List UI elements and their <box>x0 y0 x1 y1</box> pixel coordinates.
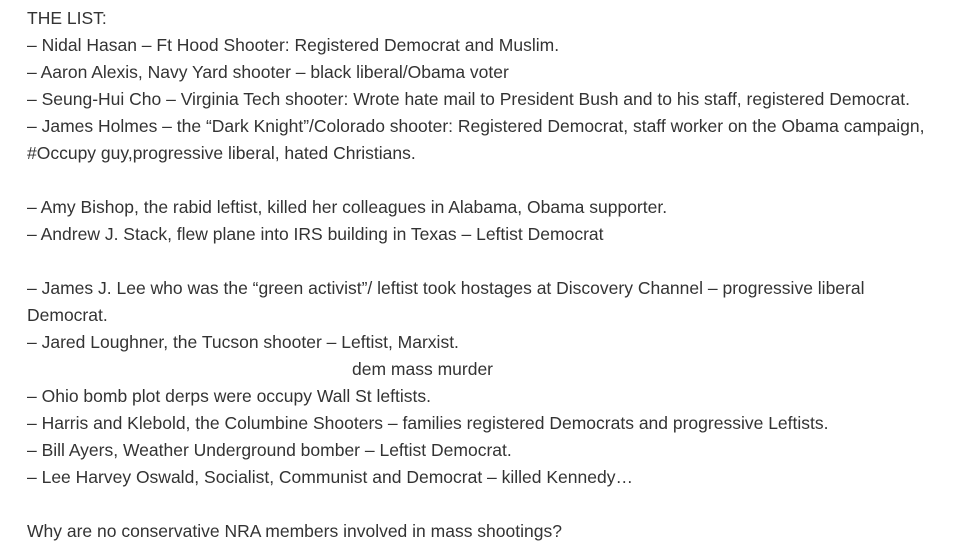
list-item: – James Holmes – the “Dark Knight”/Colorado shooter: Registered Democrat, staff worker on the Obama campaign, <box>27 116 925 136</box>
document-body <box>27 5 957 545</box>
list-item: – Nidal Hasan – Ft Hood Shooter: Registered Democrat and Muslim. <box>27 35 560 55</box>
list-item: – Seung-Hui Cho – Virginia Tech shooter: Wrote hate mail to President Bush and to his staff, registered Democrat. <box>27 89 910 109</box>
list-item: – Bill Ayers, Weather Underground bomber – Leftist Democrat. <box>27 440 512 460</box>
image-caption: dem mass murder <box>352 359 494 379</box>
list-item: – Aaron Alexis, Navy Yard shooter – black liberal/Obama voter <box>27 62 509 82</box>
list-item: – Ohio bomb plot derps were occupy Wall St leftists. <box>27 386 431 406</box>
list-heading: THE LIST: <box>27 8 107 28</box>
list-item: – James J. Lee who was the “green activist”/ leftist took hostages at Discovery Channel – progressive liberal <box>27 278 865 298</box>
paragraph-gap <box>27 248 957 275</box>
list-item: – Amy Bishop, the rabid leftist, killed her colleagues in Alabama, Obama supporter. <box>27 197 668 217</box>
list-item-continuation: Democrat. <box>27 305 108 325</box>
list-item: – Harris and Klebold, the Columbine Shooters – families registered Democrats and progressive Leftists. <box>27 413 829 433</box>
paragraph-gap <box>27 491 957 518</box>
list-item: – Andrew J. Stack, flew plane into IRS building in Texas – Leftist Democrat <box>27 224 604 244</box>
closing-question: Why are no conservative NRA members involved in mass shootings? <box>27 521 562 541</box>
list-item-continuation: #Occupy guy,progressive liberal, hated Christians. <box>27 143 416 163</box>
list-item: – Jared Loughner, the Tucson shooter – Leftist, Marxist. <box>27 332 459 352</box>
list-item: – Lee Harvey Oswald, Socialist, Communist and Democrat – killed Kennedy… <box>27 467 633 487</box>
paragraph-gap <box>27 167 957 194</box>
